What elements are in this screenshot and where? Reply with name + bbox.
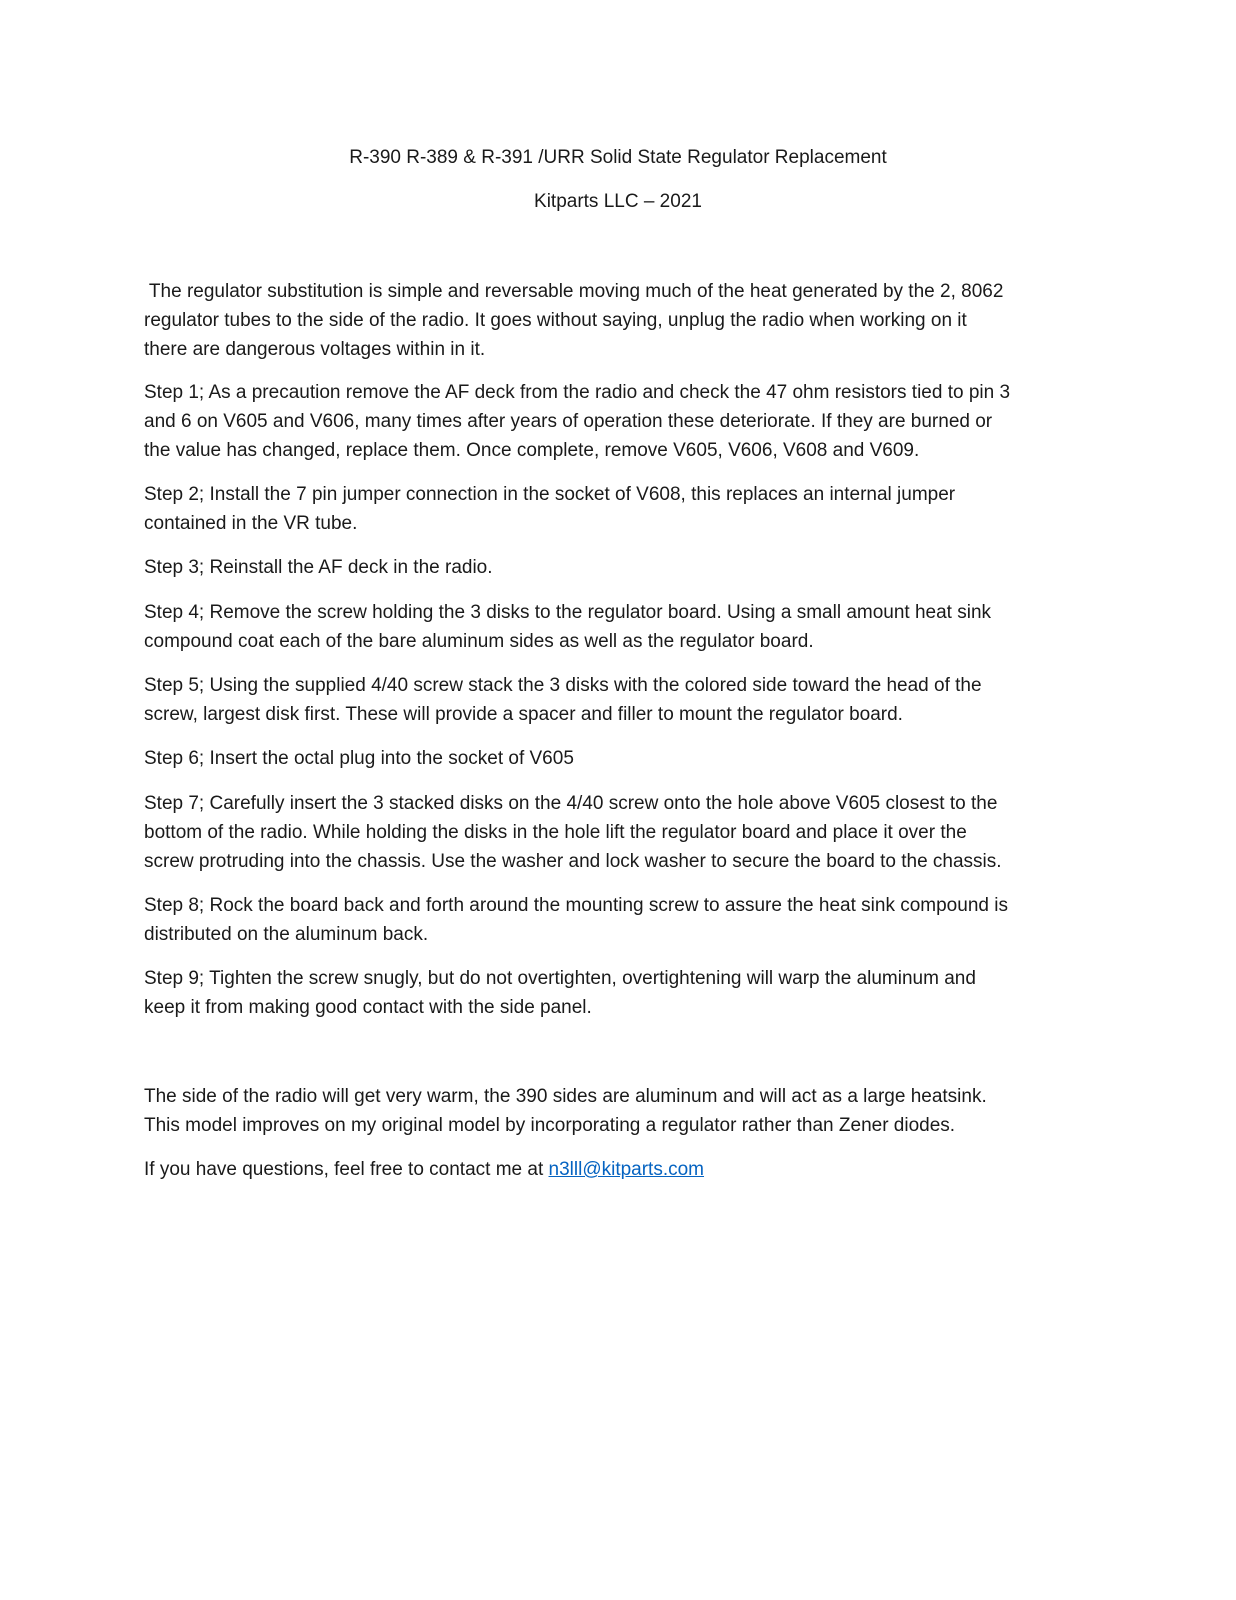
text-line: and 6 on V605 and V606, many times after years of operation these deteriorate. If they are burned or [144,411,993,432]
document-title: R-390 R-389 & R-391 /URR Solid State Regulator Replacement [349,147,887,168]
closing-paragraph [144,1082,1074,1140]
text-line: Step 7; Carefully insert the 3 stacked disks on the 4/40 screw onto the hole above V605 closest to the [144,793,998,814]
step-7-paragraph [144,789,1074,876]
text-line: regulator tubes to the side of the radio. It goes without saying, unplug the radio when working on it [144,310,967,331]
contact-text: If you have questions, feel free to contact me at [144,1159,549,1180]
text-line: there are dangerous voltages within in it. [144,339,486,360]
step-4-paragraph [144,598,1074,656]
text-line: distributed on the aluminum back. [144,924,429,945]
step-1-paragraph [144,378,1074,465]
contact-paragraph [144,1155,1074,1184]
text-line: contained in the VR tube. [144,513,358,534]
text-line: the value has changed, replace them. Once complete, remove V605, V606, V608 and V609. [144,440,920,461]
step-9-paragraph [144,964,1074,1022]
text-line: screw protruding into the chassis. Use the washer and lock washer to secure the board to the chassis. [144,851,1002,872]
step-3-paragraph [144,553,1074,582]
text-line: Step 8; Rock the board back and forth around the mounting screw to assure the heat sink compound is [144,895,1008,916]
text-line: This model improves on my original model by incorporating a regulator rather than Zener diodes. [144,1115,956,1136]
contact-line [144,1155,1074,1184]
text-line: The regulator substitution is simple and reversable moving much of the heat generated by the 2, 8062 [144,281,1004,302]
intro-paragraph [144,277,1074,364]
text-line: Step 5; Using the supplied 4/40 screw stack the 3 disks with the colored side toward the head of the [144,675,982,696]
text-line: compound coat each of the bare aluminum sides as well as the regulator board. [144,631,814,652]
text-line: Step 3; Reinstall the AF deck in the radio. [144,557,493,578]
text-line: Step 1; As a precaution remove the AF deck from the radio and check the 47 ohm resistors tied to pin 3 [144,382,1011,403]
step-6-paragraph [144,744,1074,773]
document-subtitle: Kitparts LLC – 2021 [534,191,702,212]
step-8-paragraph [144,891,1074,949]
text-line: Step 6; Insert the octal plug into the socket of V605 [144,748,574,769]
text-line: bottom of the radio. While holding the disks in the hole lift the regulator board and place it over the [144,822,967,843]
step-2-paragraph [144,480,1074,538]
text-line: Step 2; Install the 7 pin jumper connection in the socket of V608, this replaces an internal jumper [144,484,956,505]
text-line: Step 9; Tighten the screw snugly, but do not overtighten, overtightening will warp the aluminum and [144,968,976,989]
text-line: Step 4; Remove the screw holding the 3 disks to the regulator board. Using a small amount heat sink [144,602,992,623]
text-line: The side of the radio will get very warm, the 390 sides are aluminum and will act as a large heatsink. [144,1086,987,1107]
text-line: keep it from making good contact with the side panel. [144,997,592,1018]
email-link[interactable]: n3lll@kitparts.com [548,1159,705,1180]
text-line: screw, largest disk first. These will provide a spacer and filler to mount the regulator board. [144,704,903,725]
step-5-paragraph [144,671,1074,729]
